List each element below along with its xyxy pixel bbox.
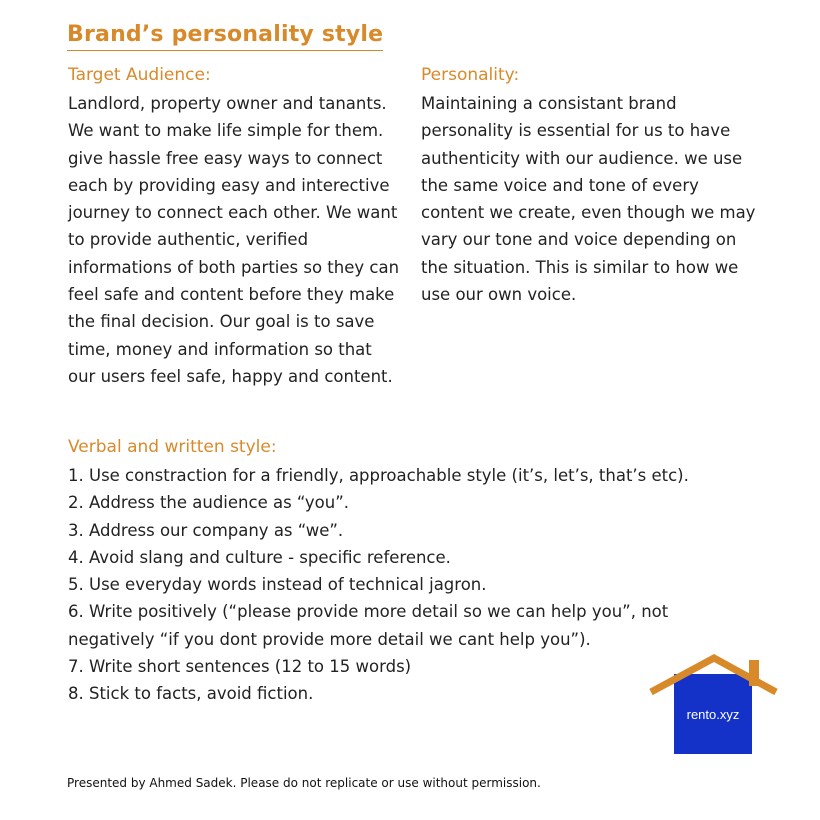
- personality-section: [421, 64, 757, 308]
- target-audience-label: Target Audience:: [68, 65, 211, 85]
- list-item: 7. Write short sentences (12 to 15 words): [68, 657, 412, 677]
- target-audience-text: Landlord, property owner and tanants. We want to make life simple for them. give hassle free easy ways to connect each by providing easy and interective journey to connect each other. We want to provide authentic, verified informations of both parties so they can feel safe and content before they make the final decision. Our goal is to save time, money and information so that our users feel safe, happy and content.: [68, 94, 400, 386]
- verbal-style-list: [68, 462, 708, 708]
- logo-text: rento.xyz: [686, 707, 740, 722]
- list-item: 8. Stick to facts, avoid fiction.: [68, 684, 314, 704]
- list-item: 5. Use everyday words instead of technical jagron.: [68, 575, 487, 595]
- list-item: 2. Address the audience as “you”.: [68, 493, 349, 513]
- personality-text: Maintaining a consistant brand personality is essential for us to have authenticity with our audience. we use the same voice and tone of every content we create, even though we may vary our tone and voice depending on the situation. This is similar to how we use our own voice.: [421, 94, 756, 305]
- footer-credit: Presented by Ahmed Sadek. Please do not replicate or use without permission.: [67, 776, 541, 790]
- rento-logo: [648, 652, 780, 754]
- verbal-style-section: [68, 436, 708, 708]
- list-item: 1. Use constraction for a friendly, approachable style (it’s, let’s, that’s etc).: [68, 466, 689, 485]
- verbal-style-label: Verbal and written style:: [68, 437, 277, 457]
- personality-label: Personality:: [421, 65, 520, 85]
- list-item: 6. Write positively (“please provide more detail so we can help you”, not negatively “if you dont provide more detail we cant help you”).: [68, 602, 669, 649]
- page-title: Brand’s personality style: [67, 22, 383, 51]
- house-icon: [648, 652, 780, 754]
- target-audience-section: [68, 64, 404, 390]
- list-item: 4. Avoid slang and culture - specific reference.: [68, 547, 451, 567]
- list-item: 3. Address our company as “we”.: [68, 520, 344, 540]
